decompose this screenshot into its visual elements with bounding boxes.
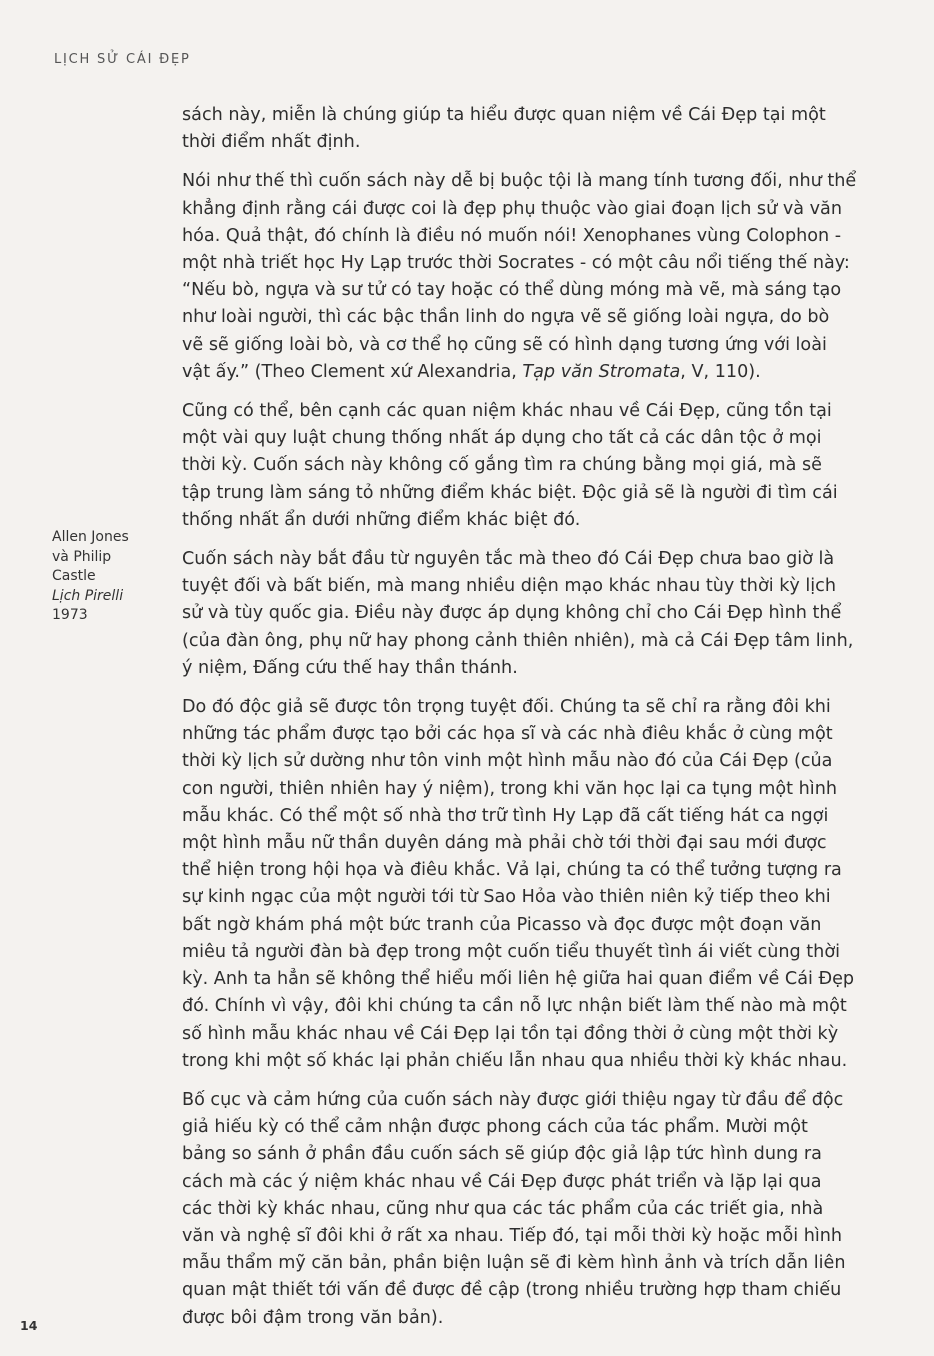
- paragraph: [182, 168, 882, 386]
- caption-line: Allen Jones: [52, 529, 129, 545]
- caption-line: và Philip: [52, 548, 112, 565]
- paragraph-text: Nói như thế thì cuốn sách này dễ bị buộc tội là mang tính tương đối, như thể khẳng định rằng cái được coi là đẹp phụ thuộc vào giai đoạn lịch sử và văn hóa. Quả thật, đó chính là điều nó muốn nói! Xenophanes vùng Colophon - một nhà triết học Hy Lạp trước thời Socrates - có một câu nổi tiếng thế này: “Nếu bò, ngựa và sư tử có tay hoặc có thể dùng móng mà vẽ, mà sáng tạo như loài người, thì các bậc thần linh do ngựa vẽ sẽ giống loài ngựa, do bò vẽ sẽ giống loài bò, và cơ thể họ cũng sẽ có hình dạng tương ứng với loài vật ấy.” (Theo Clement xứ Alexandria,: [182, 171, 857, 382]
- page-number: 14: [20, 1318, 38, 1333]
- caption-line: Castle: [52, 568, 96, 584]
- paragraph-text: , V, 110).: [680, 361, 761, 382]
- running-title: LỊCH SỬ CÁI ĐẸP: [54, 52, 191, 67]
- paragraph: Do đó độc giả sẽ được tôn trọng tuyệt đối. Chúng ta sẽ chỉ ra rằng đôi khi những tác phẩm được tạo bởi các họa sĩ và các nhà điêu khắc ở cùng một thời kỳ lịch sử dường như tôn vinh một hình mẫu nào đó của Cái Đẹp (của con người, thiên nhiên hay ý niệm), trong khi văn học lại ca tụng một hình mẫu khác. Có thể một số nhà thơ trữ tình Hy Lạp đã cất tiếng hát ca ngợi một hình mẫu nữ thần duyên dáng mà phải chờ tới thời đại sau mới được thể hiện trong hội họa và điêu khắc. Vả lại, chúng ta có thể tưởng tượng ra sự kinh ngạc của một người tới từ Sao Hỏa vào thiên niên kỷ tiếp theo khi bất ngờ khám phá một bức tranh của Picasso và đọc được một đoạn văn miêu tả người đàn bà đẹp trong một cuốn tiểu thuyết tình ái viết cùng thời kỳ. Anh ta hẳn sẽ không thể hiểu mối liên hệ giữa hai quan điểm về Cái Đẹp đó. Chính vì vậy, đôi khi chúng ta cần nỗ lực nhận biết làm thế nào mà một số hình mẫu khác nhau về Cái Đẹp lại tồn tại đồng thời ở cùng một thời kỳ trong khi một số khác lại phản chiếu lẫn nhau qua nhiều thời kỳ khác nhau.: [182, 697, 855, 1071]
- caption-year: 1973: [52, 607, 88, 623]
- book-title: Tạp văn Stromata: [522, 361, 681, 382]
- paragraph: sách này, miễn là chúng giúp ta hiểu được quan niệm về Cái Đẹp tại một thời điểm nhất định.: [182, 105, 826, 153]
- body-text: [182, 102, 882, 1344]
- image-caption: [52, 528, 172, 626]
- caption-artwork-title: Lịch Pirelli: [52, 587, 124, 604]
- paragraph: Cũng có thể, bên cạnh các quan niệm khác nhau về Cái Đẹp, cũng tồn tại một vài quy luật chung thống nhất áp dụng cho tất cả các dân tộc ở mọi thời kỳ. Cuốn sách này không cố gắng tìm ra chúng bằng mọi giá, mà sẽ tập trung làm sáng tỏ những điểm khác biệt. Độc giả sẽ là người đi tìm cái thống nhất ẩn dưới những điểm khác biệt đó.: [182, 401, 838, 530]
- paragraph: Cuốn sách này bắt đầu từ nguyên tắc mà theo đó Cái Đẹp chưa bao giờ là tuyệt đối và bất biến, mà mang nhiều diện mạo khác nhau tùy thời kỳ lịch sử và tùy quốc gia. Điều này được áp dụng không chỉ cho Cái Đẹp hình thể (của đàn ông, phụ nữ hay phong cảnh thiên nhiên), mà cả Cái Đẹp tâm linh, ý niệm, Đấng cứu thế hay thần thánh.: [182, 549, 854, 678]
- paragraph: Bố cục và cảm hứng của cuốn sách này được giới thiệu ngay từ đầu để độc giả hiếu kỳ có thể cảm nhận được phong cách của tác phẩm. Mười một bảng so sánh ở phần đầu cuốn sách sẽ giúp độc giả lập tức hình dung ra cách mà các ý niệm khác nhau về Cái Đẹp được phát triển và lặp lại qua các thời kỳ khác nhau, cũng như qua các tác phẩm của các triết gia, nhà văn và nghệ sĩ đôi khi ở rất xa nhau. Tiếp đó, tại mỗi thời kỳ hoặc mỗi hình mẫu thẩm mỹ căn bản, phần biện luận sẽ đi kèm hình ảnh và trích dẫn liên quan mật thiết tới vấn đề được đề cập (trong nhiều trường hợp tham chiếu được bôi đậm trong văn bản).: [182, 1089, 846, 1328]
